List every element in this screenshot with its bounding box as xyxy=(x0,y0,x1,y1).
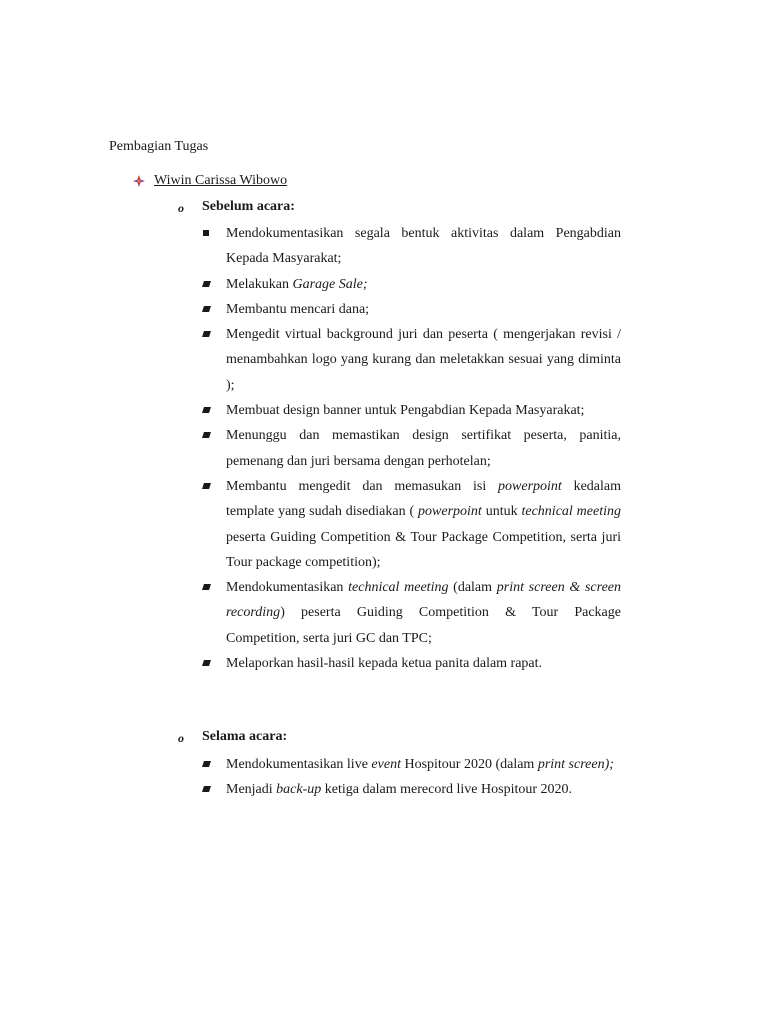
list-item: Membantu mencari dana; xyxy=(203,297,621,322)
person-entry xyxy=(132,171,287,191)
square-bullet-icon xyxy=(202,761,211,767)
list-item: Melakukan Garage Sale; xyxy=(203,272,621,297)
square-bullet-icon xyxy=(202,306,211,312)
section-title: Selama acara: xyxy=(202,729,288,744)
page-title: Pembagian Tugas xyxy=(109,139,209,154)
square-bullet-icon xyxy=(202,432,211,438)
list-item: Mendokumentasikan technical meeting (dalam print screen & screen recording) peserta Guiding Competition & Tour Package Competition, serta juri GC dan TPC; xyxy=(203,575,621,651)
square-bullet-icon xyxy=(202,281,211,287)
section-list-sebelum xyxy=(203,221,621,676)
square-bullet-icon xyxy=(202,584,211,590)
list-item: Mendokumentasikan live event Hospitour 2020 (dalam print screen); xyxy=(203,752,621,777)
list-item: Menunggu dan memastikan design sertifikat peserta, panitia, pemenang dan juri bersama dengan perhotelan; xyxy=(203,423,621,474)
square-bullet-icon xyxy=(202,407,211,413)
square-bullet-icon xyxy=(202,483,211,489)
list-item: Menjadi back-up ketiga dalam merecord live Hospitour 2020. xyxy=(203,777,621,802)
diamond-star-icon xyxy=(132,174,146,188)
section-bullet: o xyxy=(178,201,184,215)
section-list-selama xyxy=(203,752,621,803)
square-bullet-icon xyxy=(202,331,211,337)
square-bullet-icon xyxy=(203,230,209,236)
section-title: Sebelum acara: xyxy=(202,199,295,214)
person-name: Wiwin Carissa Wibowo xyxy=(154,173,288,188)
section-selama-acara xyxy=(178,727,287,748)
list-item: Membantu mengedit dan memasukan isi powerpoint kedalam template yang sudah disediakan ( powerpoint untuk technical meeting peserta Guiding Competition & Tour Package Competition, serta juri Tour package competition); xyxy=(203,474,621,575)
list-item: Membuat design banner untuk Pengabdian Kepada Masyarakat; xyxy=(203,398,621,423)
section-sebelum-acara xyxy=(178,197,295,218)
square-bullet-icon xyxy=(202,786,211,792)
square-bullet-icon xyxy=(202,660,211,666)
list-item: Mendokumentasikan segala bentuk aktivitas dalam Pengabdian Kepada Masyarakat; xyxy=(203,221,621,272)
list-item: Melaporkan hasil-hasil kepada ketua panita dalam rapat. xyxy=(203,651,621,676)
list-item: Mengedit virtual background juri dan peserta ( mengerjakan revisi / menambahkan logo yang kurang dan meletakkan sesuai yang diminta ); xyxy=(203,322,621,398)
section-bullet: o xyxy=(178,731,184,745)
